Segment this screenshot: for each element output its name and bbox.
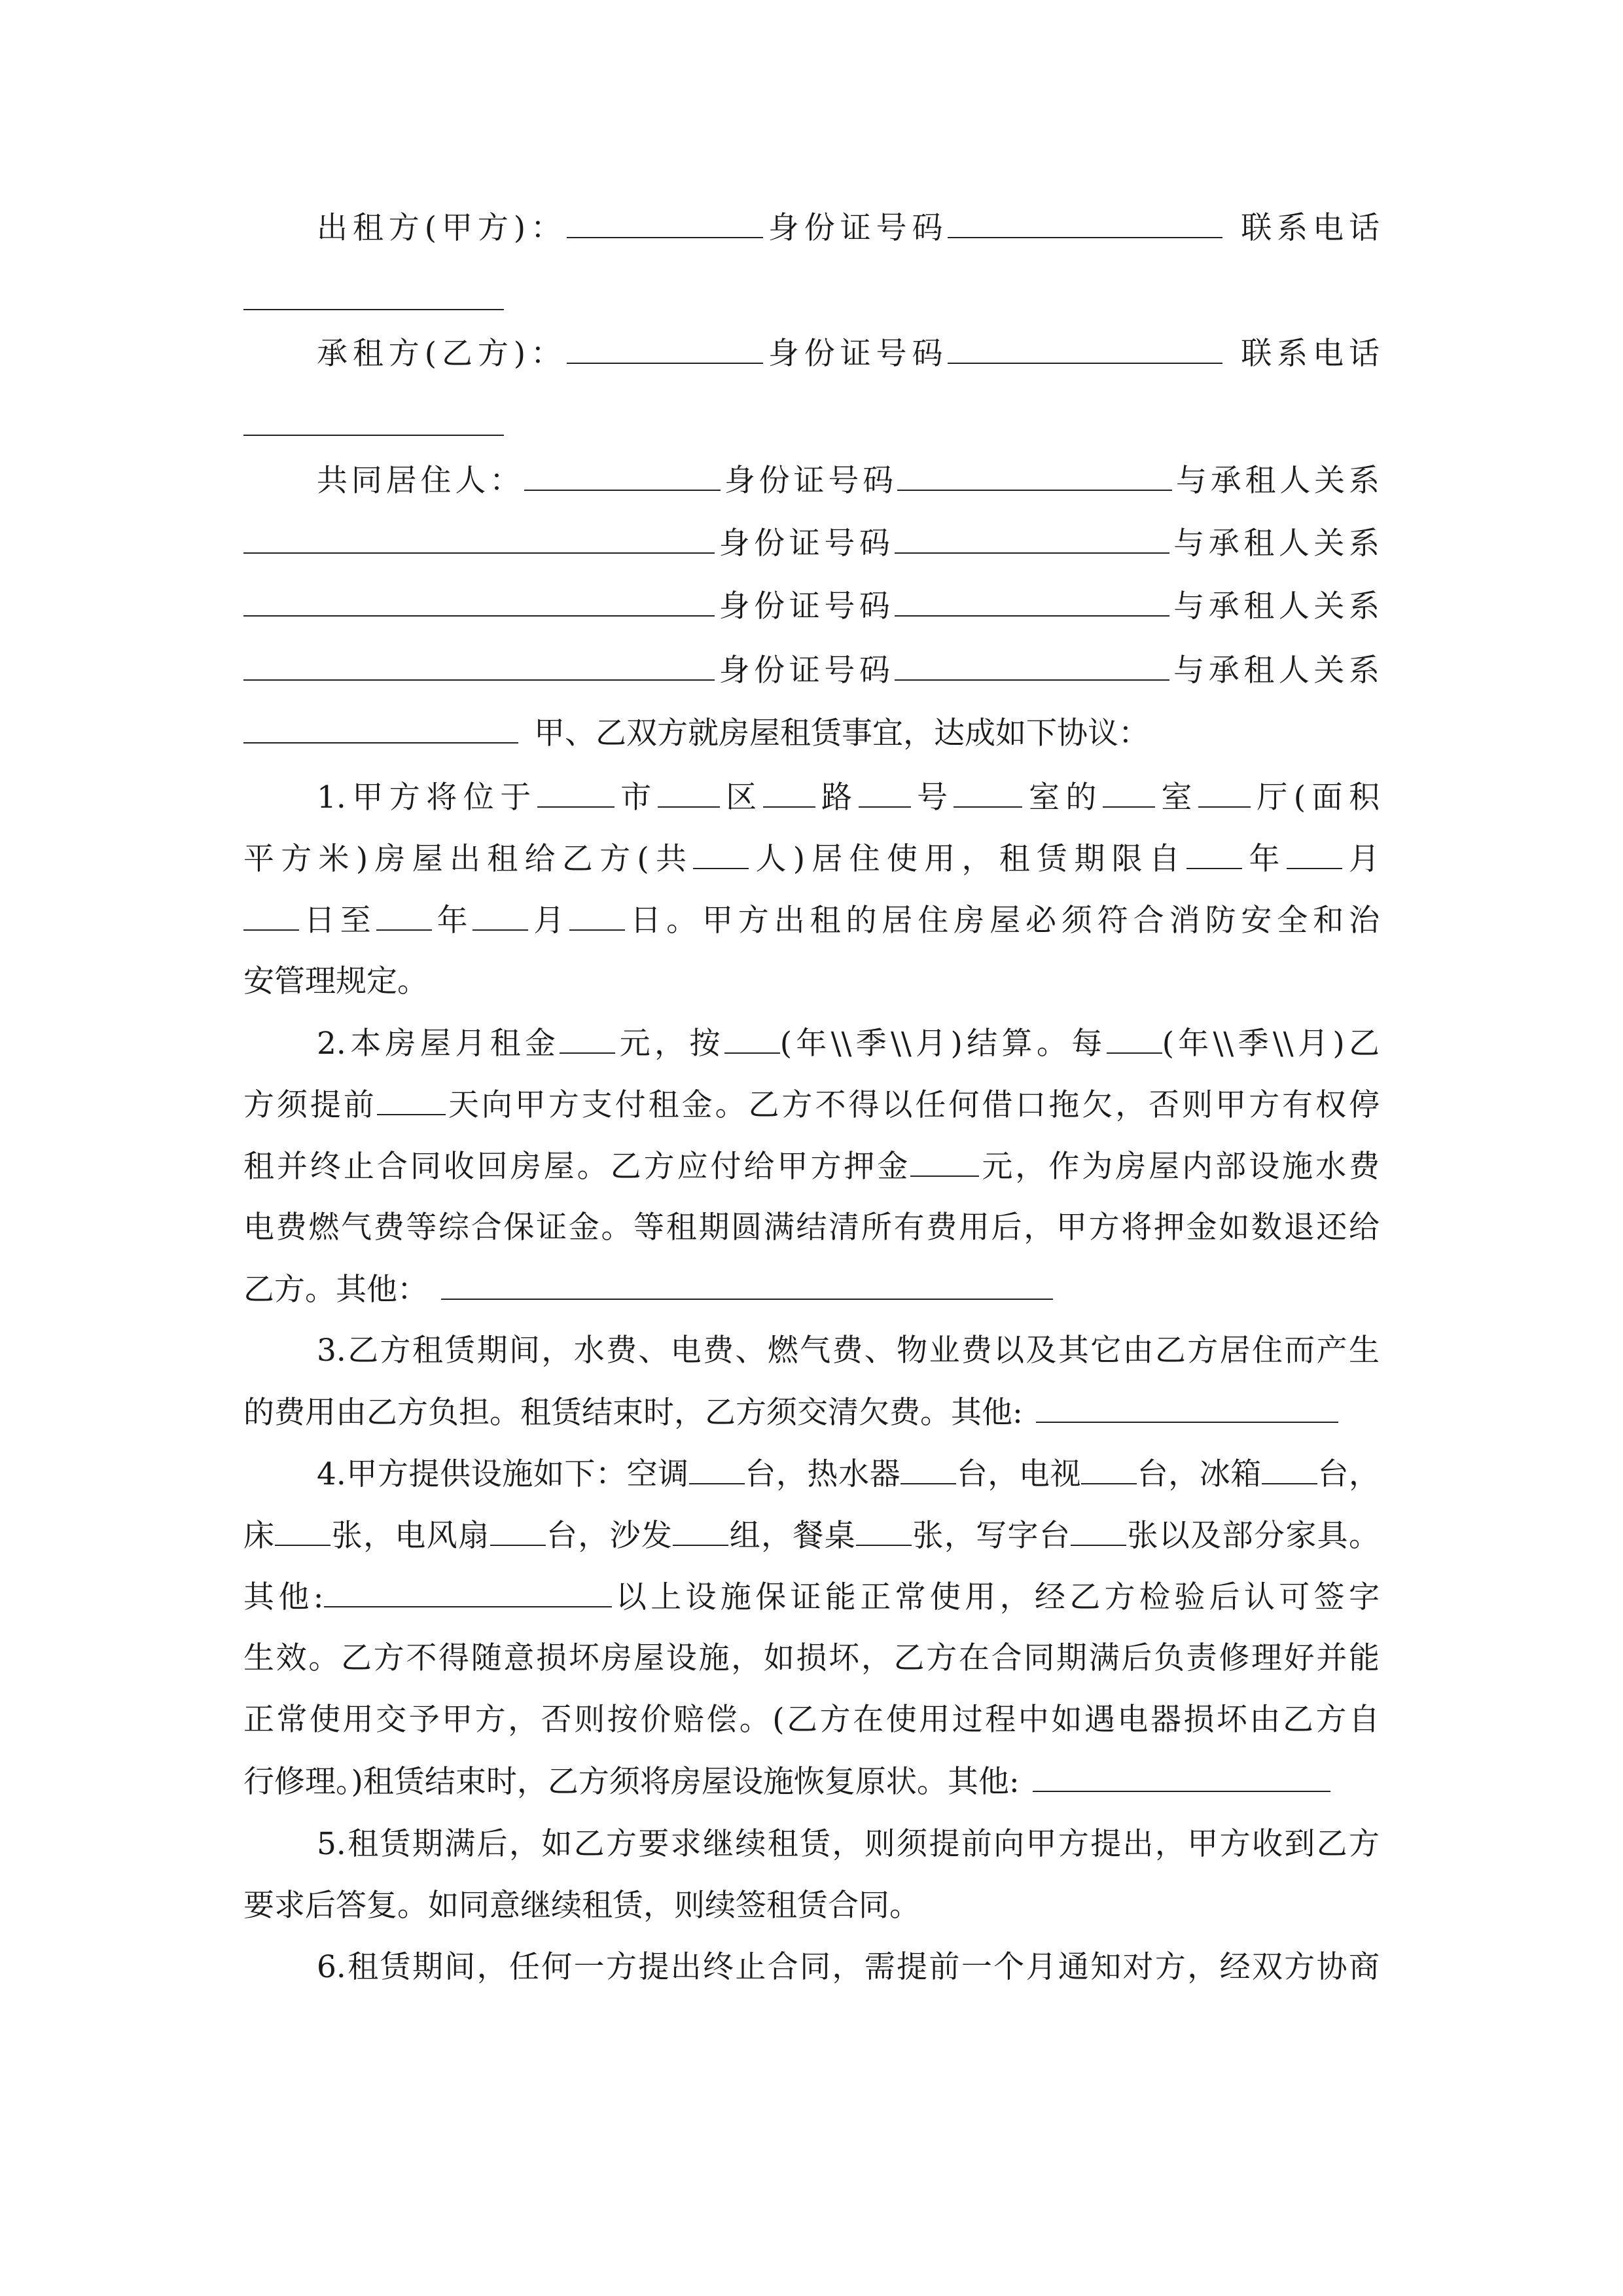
clause2-line1 (243, 1024, 1380, 1063)
desk-count-blank (1071, 1516, 1126, 1546)
ac-count-blank (689, 1454, 745, 1484)
clause4-text: 以上设施保证能正常使用，经乙方检验后认可签字 (611, 1579, 1380, 1615)
end-year-blank (376, 901, 432, 931)
relation-blank (243, 651, 518, 681)
clause4-other-blank-2 (1033, 1762, 1330, 1792)
clause1-text: 安管理规定。 (243, 963, 428, 999)
occupants-blank (693, 839, 749, 869)
end-month-blank (473, 901, 528, 931)
clause2-text: 元，作为房屋内部设施水费 (979, 1149, 1380, 1185)
lessee-phone-line (243, 406, 1380, 445)
halls-count-blank (1198, 778, 1251, 808)
clause1-text: 月 (1342, 841, 1380, 877)
relation-label: 与承租人关系 (1169, 526, 1380, 562)
clause2-line5 (243, 1270, 1380, 1309)
clause4-line1 (243, 1454, 1380, 1494)
cohabitant-id-blank (895, 586, 1169, 617)
clause4-line4 (243, 1639, 1380, 1678)
clause1-text: 年 (431, 903, 473, 939)
id-label: 身份证号码 (715, 588, 895, 624)
clause4-line3 (243, 1577, 1380, 1617)
start-day-blank (243, 901, 299, 931)
clause1-text: 人)居住使用，租赁期限自 (749, 841, 1187, 877)
lessee-name-blank (567, 334, 763, 364)
rent-blank (560, 1024, 615, 1054)
cohabitant-label: 共同居住人： (317, 463, 524, 499)
cohabitant-line-3 (243, 586, 1380, 626)
cohabitant-line-1 (243, 461, 1380, 500)
cohabitant-name-blank (524, 461, 721, 491)
id-label: 身份证号码 (762, 336, 948, 372)
clause1-text: 平方米)房屋出租给乙方(共 (243, 841, 694, 877)
relation-label: 与承租人关系 (1169, 588, 1380, 624)
settlement-blank (724, 1024, 780, 1054)
lessor-phone-line (243, 280, 1380, 319)
clause4-line5 (243, 1700, 1380, 1740)
clause1-line2 (243, 839, 1380, 878)
id-label: 身份证号码 (715, 526, 895, 562)
clause3-line2 (243, 1393, 1380, 1432)
clause2-text: 方须提前 (243, 1087, 377, 1123)
end-day-blank (569, 901, 625, 931)
rooms-count-blank (1103, 778, 1155, 808)
cohabitant-name-blank (518, 524, 715, 554)
table-count-blank (856, 1516, 912, 1546)
tv-count-blank (1081, 1454, 1137, 1484)
agreement-intro-line (243, 713, 1380, 753)
clause4-text: 4.甲方提供设施如下：空调 (317, 1456, 689, 1492)
clause1-text: 年 (1242, 841, 1287, 877)
clause6-text: 6.租赁期间，任何一方提出终止合同，需提前一个月通知对方，经双方协商 (317, 1949, 1380, 1985)
clause4-text: 台， (1317, 1456, 1380, 1492)
sofa-count-blank (673, 1516, 728, 1546)
clause4-text: 正常使用交予甲方，否则按价赔偿。(乙方在使用过程中如遇电器损坏由乙方自 (243, 1702, 1380, 1738)
lessee-phone-blank (243, 406, 504, 436)
cohabitant-id-blank (897, 461, 1172, 491)
relation-label: 与承租人关系 (1172, 463, 1380, 499)
advance-days-blank (377, 1085, 446, 1115)
lessee-id-blank (948, 334, 1222, 364)
clause1-text: 日至 (299, 903, 376, 939)
clause2-text: 2.本房屋月租金 (317, 1026, 560, 1062)
water-heater-count-blank (901, 1454, 956, 1484)
clause1-text: 日。甲方出租的居住房屋必须符合消防安全和治 (625, 903, 1380, 939)
clause4-text: 张以及部分家具。 (1126, 1518, 1380, 1554)
clause4-other-blank (324, 1577, 612, 1607)
clause3-text: 的费用由乙方负担。租赁结束时，乙方须交清欠费。其他: (243, 1395, 1023, 1431)
start-year-blank (1186, 839, 1242, 869)
clause4-text: 生效。乙方不得随意损坏房屋设施，如损坏，乙方在合同期满后负责修理好并能 (243, 1640, 1380, 1676)
relation-label: 与承租人关系 (1169, 653, 1380, 689)
clause2-text: (年\\季\\月)结算。每 (779, 1026, 1107, 1062)
room-blank (954, 778, 1022, 808)
clause4-text: 台，冰箱 (1137, 1456, 1262, 1492)
clause2-line3 (243, 1147, 1380, 1186)
clause4-line6 (243, 1762, 1380, 1801)
lessee-label: 承租方(乙方)： (317, 336, 567, 372)
clause1-text: 路 (815, 780, 859, 816)
clause1-text: 市 (614, 780, 658, 816)
clause1-line4 (243, 962, 1380, 1001)
clause1-text: 室的 (1022, 780, 1103, 816)
clause4-text: 床 (243, 1518, 276, 1554)
clause2-text: 电费燃气费等综合保证金。等租期圆满结清所有费用后，甲方将押金如数退还给 (243, 1210, 1380, 1246)
cohabitant-line-4 (243, 651, 1380, 690)
clause5-text: 要求后答复。如同意继续租赁，则续签租赁合同。 (243, 1888, 920, 1924)
lessor-name-blank (567, 208, 763, 238)
phone-label: 联系电话 (1236, 210, 1380, 246)
clause5-line2 (243, 1886, 1380, 1926)
road-blank (763, 778, 815, 808)
clause1-text: 厅(面积 (1250, 780, 1380, 816)
clause2-text: 天向甲方支付租金。乙方不得以任何借口拖欠，否则甲方有权停 (445, 1087, 1380, 1123)
id-label: 身份证号码 (762, 210, 948, 246)
bed-count-blank (275, 1516, 330, 1546)
relation-blank (243, 586, 518, 617)
clause6-line1 (243, 1948, 1380, 1987)
clause1-line3 (243, 901, 1380, 940)
clause3-line1 (243, 1331, 1380, 1371)
cohabitant-id-blank (895, 651, 1169, 681)
agreement-intro: 甲、乙双方就房屋租赁事宜，达成如下协议： (534, 715, 1149, 751)
number-blank (859, 778, 911, 808)
cohabitant-name-blank (518, 586, 715, 617)
relation-blank (243, 713, 518, 744)
clause1-text: 区 (719, 780, 763, 816)
clause1-line1 (243, 778, 1380, 817)
clause2-line2 (243, 1085, 1380, 1124)
clause2-text: 乙方。其他： (243, 1272, 428, 1308)
id-label: 身份证号码 (715, 653, 895, 689)
clause5-text: 5.租赁期满后，如乙方要求继续租赁，则须提前向甲方提出，甲方收到乙方 (317, 1826, 1380, 1862)
lessor-id-blank (948, 208, 1222, 238)
clause2-line4 (243, 1208, 1380, 1247)
clause1-text: 1.甲方将位于 (317, 780, 537, 816)
relation-blank (243, 524, 518, 554)
clause1-text: 号 (910, 780, 954, 816)
start-month-blank (1287, 839, 1342, 869)
lessee-line (243, 334, 1380, 373)
district-blank (658, 778, 720, 808)
phone-label: 联系电话 (1236, 336, 1380, 372)
payment-period-blank (1107, 1024, 1162, 1054)
clause4-text: 组，餐桌 (728, 1518, 857, 1554)
clause2-text: (年\\季\\月)乙 (1162, 1026, 1380, 1062)
clause4-text: 张，电风扇 (330, 1518, 490, 1554)
clause4-text: 行修理。)租赁结束时，乙方须将房屋设施恢复原状。其他: (243, 1764, 1020, 1800)
city-blank (537, 778, 615, 808)
id-label: 身份证号码 (721, 463, 897, 499)
clause4-text: 其他: (243, 1579, 324, 1615)
fridge-count-blank (1262, 1454, 1317, 1484)
clause1-text: 月 (528, 903, 570, 939)
clause1-text: 室 (1154, 780, 1198, 816)
cohabitant-name-blank (518, 651, 715, 681)
clause4-text: 张，写字台 (912, 1518, 1071, 1554)
clause2-other-blank (441, 1270, 1053, 1300)
lessor-label: 出租方(甲方)： (317, 210, 567, 246)
cohabitant-line-2 (243, 524, 1380, 563)
clause3-other-blank (1036, 1393, 1338, 1423)
fan-count-blank (490, 1516, 546, 1546)
lessor-phone-blank (243, 280, 504, 310)
clause4-text: 台，热水器 (744, 1456, 901, 1492)
clause2-text: 租并终止合同收回房屋。乙方应付给甲方押金 (243, 1149, 911, 1185)
clause4-text: 台，电视 (956, 1456, 1082, 1492)
clause4-text: 台，沙发 (545, 1518, 673, 1554)
clause3-text: 3.乙方租赁期间，水费、电费、燃气费、物业费以及其它由乙方居住而产生 (317, 1333, 1380, 1369)
clause5-line1 (243, 1825, 1380, 1864)
cohabitant-id-blank (895, 524, 1169, 554)
clause2-text: 元，按 (615, 1026, 724, 1062)
lessor-line (243, 208, 1380, 247)
deposit-blank (910, 1147, 979, 1177)
clause4-line2 (243, 1516, 1380, 1555)
